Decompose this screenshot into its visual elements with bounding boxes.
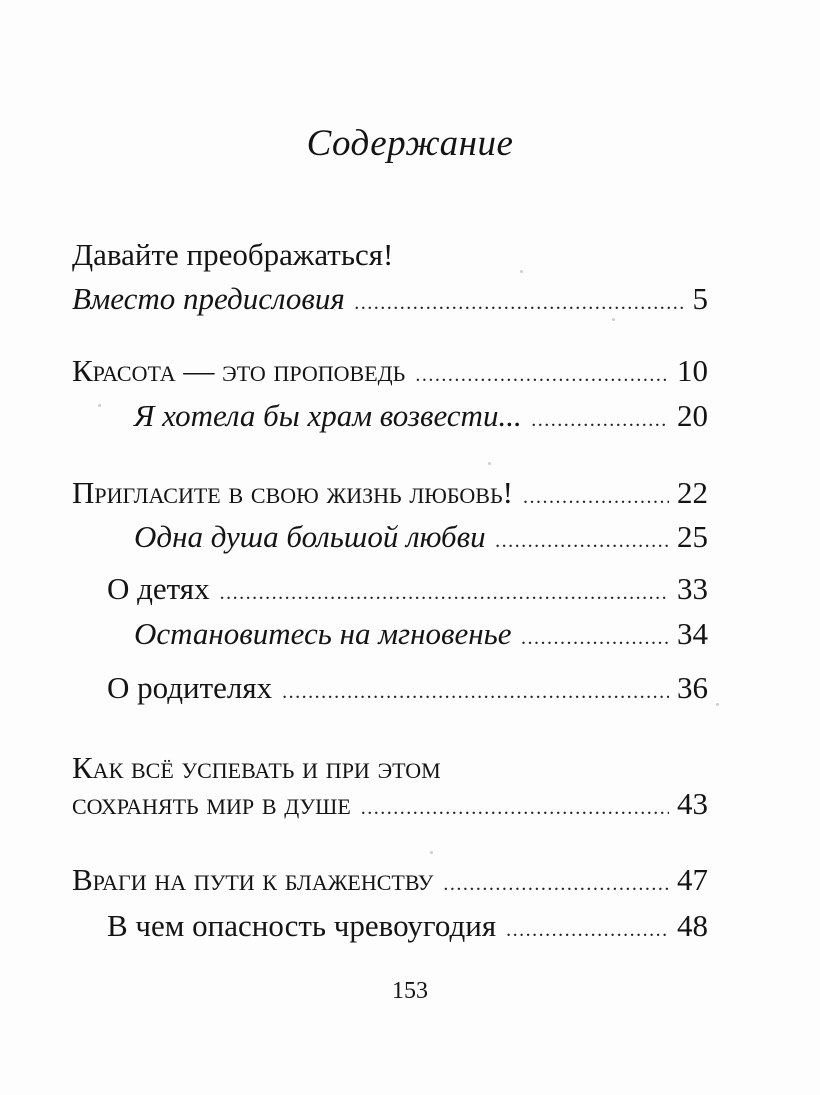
- toc-entry-text: Красота — это проповедь: [72, 353, 406, 388]
- toc-entry-moment[interactable]: [134, 615, 708, 657]
- leader-dots: [361, 789, 669, 827]
- toc-entry-text: Я хотела бы храм возвести...: [134, 398, 522, 433]
- toc-entry-text: Давайте преображаться!: [72, 237, 394, 272]
- leader-dots: [532, 401, 669, 439]
- toc-entry-page: 47: [677, 862, 708, 897]
- toc-entry-text: Враги на пути к блаженству: [72, 862, 434, 897]
- toc-entry-text: Остановитесь на мгновенье: [134, 616, 512, 651]
- leader-dots: [506, 911, 669, 949]
- toc-entry-love[interactable]: [72, 474, 708, 516]
- toc-entry-beauty[interactable]: [72, 352, 708, 394]
- toc-entry-text: сохранять мир в душе: [72, 786, 351, 821]
- leader-dots: [220, 574, 669, 612]
- toc-entry-children[interactable]: [107, 570, 708, 612]
- toc-entry-one-soul[interactable]: [134, 518, 708, 560]
- toc-entry-text: Вместо предисловия: [72, 281, 345, 316]
- toc-entry-text: О родителях: [107, 670, 273, 705]
- leader-dots: [443, 865, 669, 903]
- toc-entry-gluttony[interactable]: [107, 907, 708, 949]
- toc-entry-text: Одна душа большой любви: [134, 519, 486, 554]
- toc-entry-page: 22: [677, 475, 708, 510]
- scan-speck: [488, 462, 491, 465]
- leader-dots: [523, 478, 669, 516]
- toc-entry-page: 48: [677, 908, 708, 943]
- toc-entry-page: 33: [677, 571, 708, 606]
- toc-entry-page: 20: [677, 398, 708, 433]
- toc-entry-text: В чем опасность чревоугодия: [107, 908, 497, 943]
- leader-dots: [282, 673, 669, 711]
- toc-entry-text: Пригласите в свою жизнь любовь!: [72, 475, 513, 510]
- leader-dots: [355, 284, 685, 322]
- leader-dots: [415, 356, 669, 394]
- leader-dots: [521, 619, 669, 657]
- scan-speck: [716, 703, 719, 706]
- page-title: Содержание: [306, 123, 514, 164]
- scan-speck: [430, 851, 433, 854]
- toc-entry-temple[interactable]: [134, 397, 708, 439]
- toc-entry-preface[interactable]: [72, 280, 708, 322]
- scan-speck: [612, 318, 615, 321]
- toc-entry-peace[interactable]: [72, 785, 708, 827]
- toc-entry-enemies[interactable]: [72, 861, 708, 903]
- leader-dots: [496, 522, 669, 560]
- toc-entry-page: 10: [677, 353, 708, 388]
- toc-entry-page: 25: [677, 519, 708, 554]
- toc-heading-time: [72, 749, 441, 787]
- scan-speck: [98, 404, 101, 407]
- toc-entry-text: О детях: [107, 571, 210, 606]
- toc-entry-page: 43: [677, 786, 708, 821]
- toc-entry-page: 34: [677, 616, 708, 651]
- toc-heading-preface: [72, 236, 393, 274]
- toc-entry-text: Как всё успевать и при этом: [72, 750, 441, 785]
- page-number: 153: [392, 978, 428, 1004]
- toc-entry-page: 5: [692, 281, 708, 316]
- toc-entry-parents[interactable]: [107, 669, 708, 711]
- scan-speck: [520, 270, 523, 273]
- toc-entry-page: 36: [677, 670, 708, 705]
